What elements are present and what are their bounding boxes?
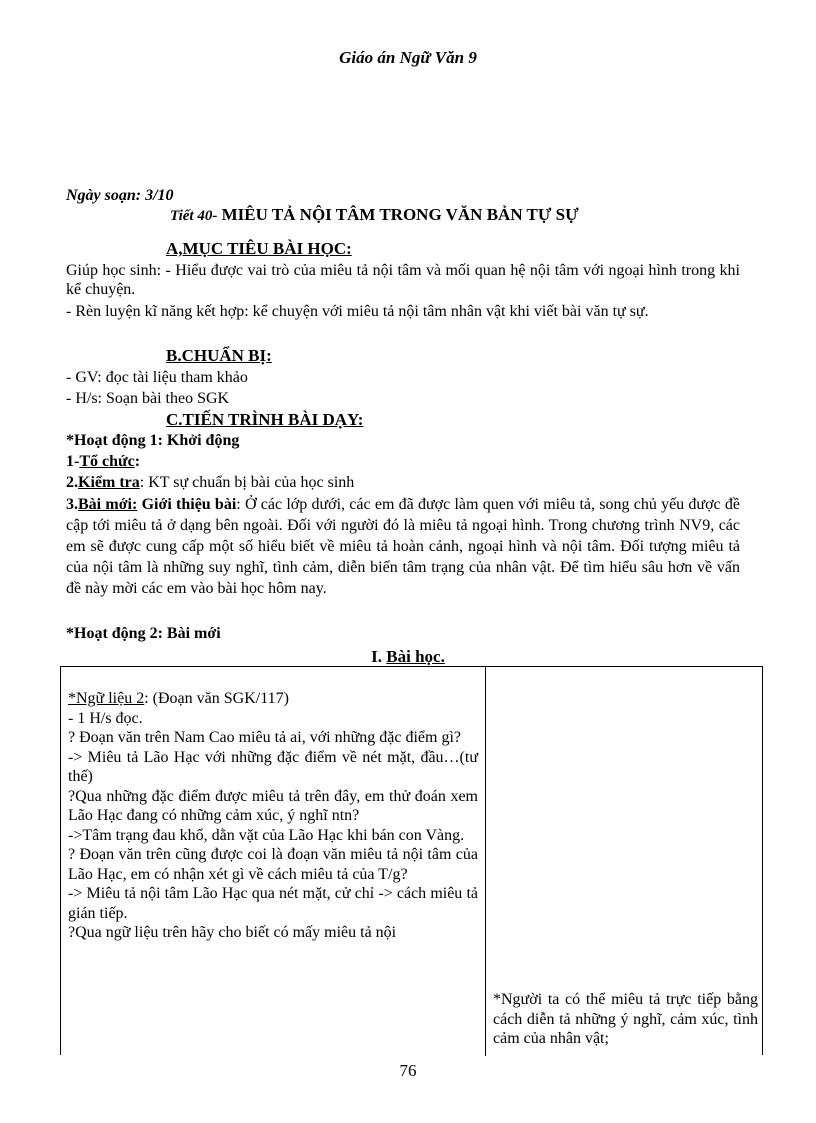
- lesson-table: [60, 666, 763, 1055]
- step-3-text: : Ở các lớp dưới, các em đã được làm quen với miêu tả, song chủ yếu được đề cập tới miêu tả ở dạng bên ngoài. Đối với người đó là miêu tả ngoại hình. Trong chương trình NV9, các em sẽ được cung cấp một số hiểu biết về miêu tả hoàn cảnh, ngoại hình và nội tâm. Đối tượng miêu tả của nội tâm là những suy nghĩ, tình cảm, diễn biến tâm trạng của nhân vật. Để tìm hiểu sâu hơn về vấn đề này mời các em vào bài học hôm nay.: [66, 496, 740, 597]
- table-left-line: ? Đoạn văn trên Nam Cao miêu tả ai, với những đặc điểm gì?: [68, 729, 462, 746]
- step-3-paragraph: [66, 494, 740, 599]
- step-1-label: Tổ chức: [79, 453, 135, 470]
- lesson-title: MIÊU TẢ NỘI TÂM TRONG VĂN BẢN TỰ SỰ: [221, 205, 579, 224]
- step-2-text: : KT sự chuẩn bị bài của học sinh: [139, 474, 355, 491]
- step-1-num: 1-: [66, 453, 80, 470]
- table-left-line: ?Qua những đặc điểm được miêu tả trên đây, em thử đoán xem Lão Hạc đang có những cảm xúc, ý nghĩ ntn?: [68, 787, 478, 824]
- table-left-line: ?Qua ngữ liệu trên hãy cho biết có mấy miêu tả nội: [68, 924, 397, 941]
- table-left-line: - 1 H/s đọc.: [68, 709, 143, 727]
- section-a-heading: A,MỤC TIÊU BÀI HỌC:: [166, 239, 352, 258]
- source-line: [68, 689, 478, 709]
- table-column-divider: [485, 667, 486, 1056]
- page-number: 76: [399, 1061, 417, 1080]
- lesson-title-line: [170, 205, 579, 226]
- section-c-heading: C.TIẾN TRÌNH BÀI DẠY:: [166, 410, 364, 429]
- step-2-num: 2.: [66, 474, 78, 491]
- section-i-prefix: I.: [371, 647, 387, 666]
- step-2-label: Kiểm tra: [78, 474, 140, 491]
- page-header: Giáo án Ngữ Văn 9: [339, 48, 477, 67]
- step-2: [66, 473, 354, 492]
- table-left-line: ? Đoạn văn trên cũng được coi là đoạn văn miêu tả nội tâm của Lão Hạc, em có nhận xét gì về cách miêu tả của T/g?: [68, 846, 478, 883]
- section-i-heading: [0, 647, 816, 666]
- activity-1: *Hoạt động 1: Khởi động: [66, 432, 240, 449]
- source-ref: : (Đoạn văn SGK/117): [144, 690, 289, 707]
- step-3-num: 3.: [66, 496, 78, 513]
- section-i-label: Bài học.: [386, 647, 445, 666]
- table-left-line: ->Tâm trạng đau khổ, dằn vặt của Lão Hạc khi bán con Vàng.: [68, 826, 465, 844]
- section-b-heading: B.CHUẨN BỊ:: [166, 346, 272, 365]
- table-left-line: -> Miêu tả Lão Hạc với những đặc điểm về nét mặt, đầu…(tư thế): [68, 748, 478, 785]
- table-right-column: *Người ta có thể miêu tả trực tiếp bằng cách diễn tả những ý nghĩ, cảm xúc, tình cảm của nhân vật;: [493, 991, 758, 1047]
- activity-2: *Hoạt động 2: Bài mới: [66, 625, 221, 642]
- table-left-line: -> Miêu tả nội tâm Lão Hạc qua nét mặt, cử chỉ -> cách miêu tả gián tiếp.: [68, 885, 478, 922]
- date-prepared: Ngày soạn: 3/10: [66, 187, 174, 204]
- section-b-hs: - H/s: Soạn bài theo SGK: [66, 390, 230, 407]
- step-1: [66, 452, 140, 471]
- table-left-column: [68, 689, 478, 943]
- lesson-number: Tiết 40-: [170, 208, 218, 224]
- source-label: *Ngữ liệu 2: [68, 690, 145, 707]
- section-b-gv: - GV: đọc tài liệu tham khảo: [66, 369, 248, 386]
- section-a-p1: Giúp học sinh: - Hiểu được vai trò của miêu tả nội tâm và mối quan hệ nội tâm với ngoại hình trong khi kể chuyện.: [66, 262, 740, 298]
- step-3-label: Bài mới:: [78, 496, 138, 513]
- section-a-p2: - Rèn luyện kĩ năng kết hợp: kể chuyện với miêu tả nội tâm nhân vật khi viết bài văn tự sự.: [66, 303, 649, 320]
- step-1-colon: :: [134, 453, 141, 470]
- step-3-intro: Giới thiệu bài: [137, 496, 237, 513]
